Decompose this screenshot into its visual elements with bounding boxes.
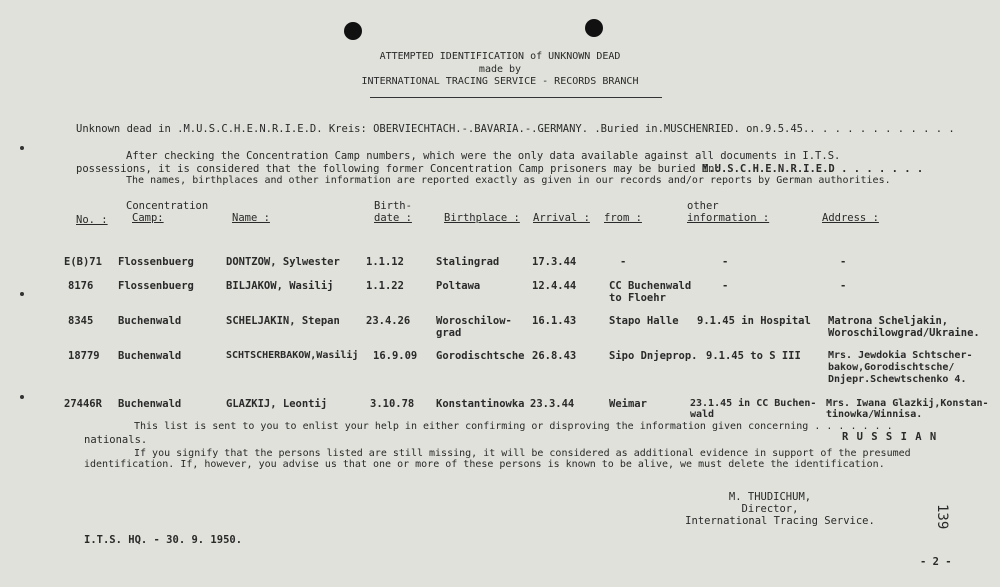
col-other-2: information : xyxy=(687,212,770,224)
row-birthplace: Konstantinowka xyxy=(436,398,525,410)
row-other: 9.1.45 in Hospital xyxy=(697,315,811,327)
margin-mark xyxy=(20,292,24,296)
row-birthdate: 1.1.22 xyxy=(366,280,404,292)
row-address: Mrs. Iwana Glazkij,Konstan- xyxy=(826,398,989,409)
punch-hole-left xyxy=(344,22,362,40)
row-birthdate: 3.10.78 xyxy=(370,398,415,410)
row-other: - xyxy=(722,280,729,292)
row-from: CC Buchenwald xyxy=(609,280,692,292)
col-camp-2: Camp: xyxy=(132,212,164,224)
signature-organization: International Tracing Service. xyxy=(685,515,875,527)
col-address: Address : xyxy=(822,212,879,224)
signify-text-2: identification. If, however, you advise us that one or more of these persons is known to be alive, we must delete the identification. xyxy=(84,459,885,470)
signature-title: Director, xyxy=(741,503,799,515)
nationals-text: nationals. xyxy=(84,434,148,446)
row-address: - xyxy=(840,280,847,292)
row-name: BILJAKOW, Wasilij xyxy=(226,280,334,292)
row-camp: Buchenwald xyxy=(118,315,182,327)
margin-mark xyxy=(20,146,24,150)
row-address-3: Dnjepr.Schewtschenko 4. xyxy=(828,374,967,385)
row-no: 8176 xyxy=(68,280,94,292)
row-no: 8345 xyxy=(68,315,94,327)
row-address-2: bakow,Gorodischtsche/ xyxy=(828,362,955,373)
header-organization: INTERNATIONAL TRACING SERVICE - RECORDS BRANCH xyxy=(361,76,639,87)
row-arrival: 26.8.43 xyxy=(532,350,577,362)
row-address: Mrs. Jewdokia Schtscher- xyxy=(828,350,973,361)
row-name: SCHTSCHERBAKOW,Wasilij xyxy=(226,350,359,361)
col-other-1: other xyxy=(687,200,719,212)
row-camp: Flossenbuerg xyxy=(118,280,194,292)
row-from: - xyxy=(620,256,627,268)
margin-mark xyxy=(20,395,24,399)
col-birthplace: Birthplace : xyxy=(444,212,520,224)
row-arrival: 17.3.44 xyxy=(532,256,577,268)
row-from-2: to Floehr xyxy=(609,292,666,304)
row-arrival: 23.3.44 xyxy=(530,398,575,410)
header-subtitle: made by xyxy=(478,64,522,75)
row-address-2: tinowka/Winnisa. xyxy=(826,409,923,420)
signature-name: M. THUDICHUM, xyxy=(728,491,812,503)
row-camp: Flossenbuerg xyxy=(118,256,194,268)
intro-line-2: possessions, it is considered that the following former Concentration Camp prisoners may be buried in: xyxy=(76,163,721,175)
col-camp-1: Concentration xyxy=(126,200,209,212)
row-birthdate: 16.9.09 xyxy=(373,350,418,362)
col-arrival: Arrival : xyxy=(533,212,590,224)
header-title: ATTEMPTED IDENTIFICATION of UNKNOWN DEAD xyxy=(379,51,621,62)
header-rule xyxy=(370,97,662,98)
enlist-text: This list is sent to you to enlist your help in either confirming or disproving the information given concerning . . . . . . . xyxy=(134,421,893,432)
row-address: - xyxy=(840,256,847,268)
row-camp: Buchenwald xyxy=(118,350,182,362)
row-birthplace: Woroschilow- xyxy=(436,315,512,327)
row-birthplace: Gorodischtsche xyxy=(436,350,525,362)
row-other: 9.1.45 to S III xyxy=(706,350,801,362)
row-name: SCHELJAKIN, Stepan xyxy=(226,315,340,327)
row-from: Weimar xyxy=(609,398,647,410)
row-birthplace: Poltawa xyxy=(436,280,481,292)
row-other: 23.1.45 in CC Buchen- xyxy=(690,398,817,409)
row-other-2: wald xyxy=(690,409,715,420)
row-address: Matrona Scheljakin, xyxy=(828,315,949,327)
signify-text-1: If you signify that the persons listed are still missing, it will be considered as additional evidence in support of the presumed xyxy=(134,448,911,459)
col-no: No. : xyxy=(76,214,108,226)
page-number: - 2 - xyxy=(920,556,952,568)
row-from: Stapo Halle xyxy=(609,315,679,327)
col-name: Name : xyxy=(232,212,270,224)
col-birthdate-1: Birth- xyxy=(374,200,412,212)
col-from: from : xyxy=(604,212,642,224)
row-from: Sipo Dnjeprop. xyxy=(609,350,698,362)
nationality: R U S S I A N xyxy=(842,431,938,443)
row-birthplace-2: grad xyxy=(436,327,462,339)
row-arrival: 16.1.43 xyxy=(532,315,577,327)
side-page-number: 139 xyxy=(934,504,950,530)
row-birthdate: 23.4.26 xyxy=(366,315,411,327)
row-no: 27446R xyxy=(64,398,102,410)
intro-place: M.U.S.C.H.E.N.R.I.E.D . . . . . . . xyxy=(702,163,924,175)
row-arrival: 12.4.44 xyxy=(532,280,577,292)
row-no: E(B)71 xyxy=(64,256,102,268)
punch-hole-right xyxy=(585,19,603,37)
row-no: 18779 xyxy=(68,350,100,362)
row-birthdate: 1.1.12 xyxy=(366,256,404,268)
hq-date-line: I.T.S. HQ. - 30. 9. 1950. xyxy=(84,534,243,546)
row-camp: Buchenwald xyxy=(118,398,182,410)
col-birthdate-2: date : xyxy=(374,212,412,224)
intro-line-1: After checking the Concentration Camp numbers, which were the only data available against all documents in I.T.S. xyxy=(126,150,841,162)
row-name: DONTZOW, Sylwester xyxy=(226,256,340,268)
row-birthplace: Stalingrad xyxy=(436,256,500,268)
row-other: - xyxy=(722,256,729,268)
intro-line-3: The names, birthplaces and other information are reported exactly as given in our records and/or reports by German authorities. xyxy=(126,175,891,186)
row-address-2: Woroschilowgrad/Ukraine. xyxy=(828,327,980,339)
row-name: GLAZKIJ, Leontij xyxy=(226,398,328,410)
unknown-dead-line: Unknown dead in .M.U.S.C.H.E.N.R.I.E.D. Kreis: OBERVIECHTACH.-.BAVARIA.-.GERMANY. .Buried in.MUSCHENRIED. on.9.5.45.. . . . . . . . . . . . xyxy=(76,123,955,135)
